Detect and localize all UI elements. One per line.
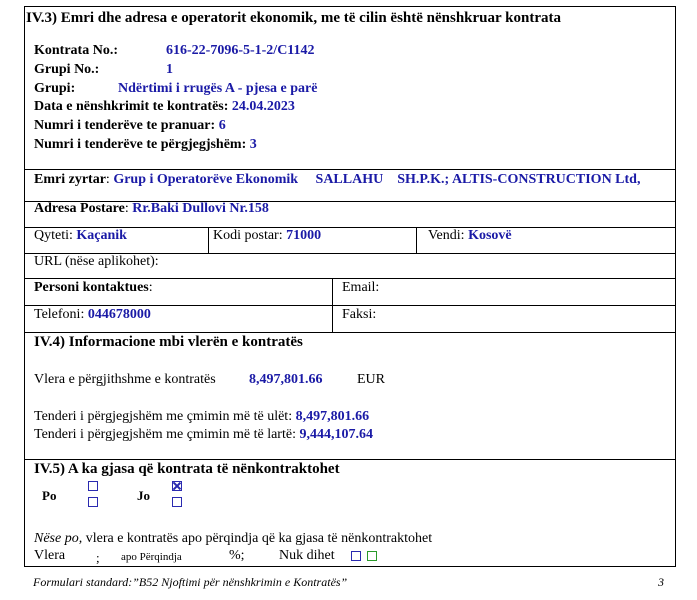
divider [25,459,675,460]
group-no-label: Grupi No.: [34,62,100,77]
contact-person-label: Personi kontaktues [34,280,149,295]
city-value: Kaçanik [76,228,127,243]
divider [25,305,675,306]
postal-address-label: Adresa Postare [34,201,125,216]
postal-address-row: Adresa Postare: Rr.Baki Dullovi Nr.158 [34,201,269,216]
yes-checkbox[interactable] [88,481,98,491]
divider [25,332,675,333]
yes-checkbox-alt[interactable] [88,497,98,507]
unknown-checkbox-blue[interactable] [351,551,361,561]
cell-divider [332,278,333,332]
value-label: Vlera [34,548,66,563]
email-label: Email: [342,280,380,295]
contract-no-value: 616-22-7096-5-1-2/C1142 [166,43,315,58]
no-checkbox-checked[interactable] [172,481,182,491]
lowest-value: 8,497,801.66 [295,409,370,424]
tenders-received-label: Numri i tenderëve te pranuar: [34,118,216,133]
country-value: Kosovë [468,228,512,243]
no-checkbox-alt[interactable] [172,497,182,507]
group-value: Ndërtimi i rrugës A - pjesa e parë [118,81,318,96]
sign-date-row [34,99,295,115]
postal-code-label: Kodi postar: [213,228,283,243]
yes-label: Po [42,488,57,503]
total-value: 8,497,801.66 [249,372,323,387]
percent-label: apo Përqindja [121,551,182,563]
unknown-checkbox-green[interactable] [367,551,377,561]
currency: EUR [357,372,385,387]
if-yes-italic: Nëse po, [34,531,83,546]
city-cell [34,228,127,244]
highest-label: Tenderi i përgjegjshëm me çmimin më të lartë: [34,427,296,442]
postal-code-cell [213,228,321,244]
contact-person-cell: Personi kontaktues: [34,280,153,295]
sign-date-value: 24.04.2023 [231,99,295,114]
total-value-label: Vlera e përgjithshme e kontratës [34,372,216,387]
official-name-row: Emri zyrtar: Grup i Operatorëve Ekonomik SALLAHU SH.P.K.; ALTIS-CONSTRUCTION Ltd, [34,172,641,187]
tenders-responsive-row [34,137,257,153]
highest-value: 9,444,107.64 [299,427,373,442]
lowest-row [34,409,369,425]
postal-code-value: 71000 [286,228,322,243]
tenders-received-row [34,118,226,134]
country-cell [428,228,512,244]
tenders-responsive-label: Numri i tenderëve te përgjegjshëm: [34,137,247,152]
divider [25,278,675,279]
phone-cell [34,307,151,323]
official-name-value: Grup i Operatorëve Ekonomik SALLAHU SH.P.K.; ALTIS-CONSTRUCTION Ltd, [113,172,641,187]
city-label: Qyteti: [34,228,73,243]
section-5-title: IV.5) A ka gjasa që kontrata të nënkontraktohet [34,461,340,477]
divider [25,169,675,170]
percent-suffix: %; [229,548,245,563]
footer-page-number: 3 [658,575,664,589]
tenders-responsive-value: 3 [249,137,257,152]
group-label: Grupi: [34,81,76,96]
cell-divider [208,227,209,253]
country-label: Vendi: [428,228,465,243]
sign-date-label: Data e nënshkrimit te kontratës: [34,99,229,114]
phone-value: 044678000 [87,307,151,322]
contract-no-label: Kontrata No.: [34,43,118,58]
tenders-received-value: 6 [218,118,226,133]
footer-form-name: Formulari standard:”B52 Njoftimi për nënshkrimin e Kontratës” [33,575,348,589]
fax-label: Faksi: [342,307,377,322]
unknown-label: Nuk dihet [279,548,335,563]
cell-divider [416,227,417,253]
official-name-label: Emri zyrtar [34,172,106,187]
if-yes-row [34,531,432,547]
lowest-label: Tenderi i përgjegjshëm me çmimin më të ulët: [34,409,293,424]
section-3-title: IV.3) Emri dhe adresa e operatorit ekonomik, me të cilin është nënshkruar kontrata [26,10,561,26]
url-label: URL (nëse aplikohet): [34,254,159,269]
highest-row [34,427,373,443]
phone-label: Telefoni: [34,307,85,322]
value-semicolon: ; [96,550,100,565]
postal-address-value: Rr.Baki Dullovi Nr.158 [132,201,269,216]
group-no-value: 1 [166,62,173,77]
section-4-title: IV.4) Informacione mbi vlerën e kontratës [34,334,303,350]
if-yes-text: vlera e kontratës apo përqindja që ka gjasa të nënkontraktohet [82,531,433,546]
no-label: Jo [137,488,150,503]
